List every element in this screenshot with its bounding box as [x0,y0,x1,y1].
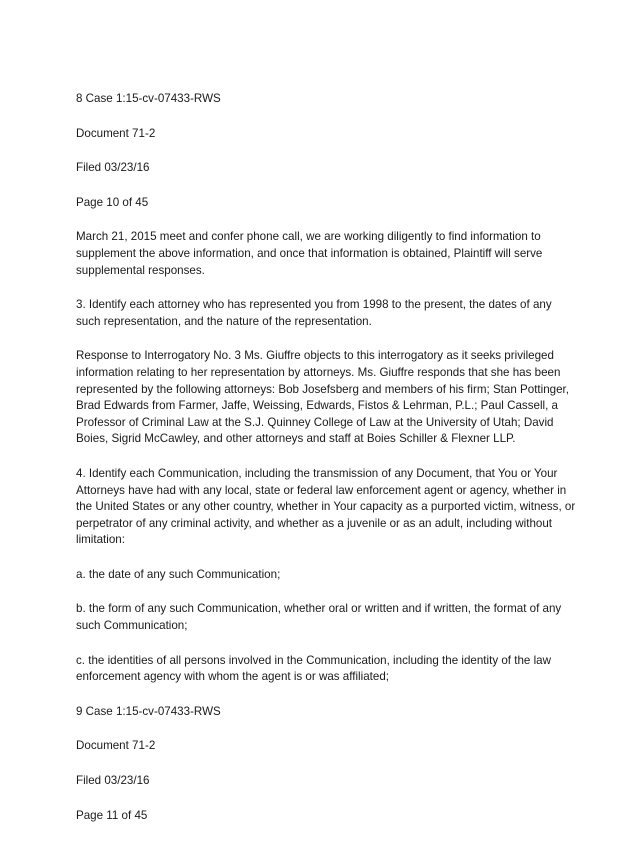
body-paragraph: March 21, 2015 meet and confer phone call, we are working diligently to find information to supplement the above information, and once that information is obtained, Plaintiff will serve supplemental responses. [76,230,543,277]
case-header: 8 Case 1:15-cv-07433-RWS [76,92,221,105]
page-number: Page 11 of 45 [76,808,148,822]
interrogatory-4: 4. Identify each Communication, including the transmission of any Document, that You or Your Attorneys have had with any local, state or federal law enforcement agent or agency, whether in the United States or any other country, whether in Your capacity as a purported victim, witness, or perpetrator of any criminal activity, and whether as a juvenile or as an adult, including without limitation: [76,466,576,547]
response-3: Response to Interrogatory No. 3 Ms. Giuffre objects to this interrogatory as it seeks privileged information relating to her representation by attorneys. Ms. Giuffre responds that she has been represented by the following attorneys: Bob Josefsberg and members of his firm; Stan Pottinger, Brad Edwards from Farmer, Jaffe, Weissing, Edwards, Fistos & Lehrman, P.L.; Paul Cassell, a Professor of Criminal Law at the S.J. Quinney College of Law at the University of Utah; David Boies, Sigrid McCawley, and other attorneys and staff at Boies Schiller & Flexner LLP. [76,349,569,446]
sub-item-a: a. the date of any such Communication; [76,567,281,581]
sub-item-b: b. the form of any such Communication, whether oral or written and if written, the format of any such Communication; [76,602,562,633]
page-number: Page 10 of 45 [76,195,149,209]
filed-date: Filed 03/23/16 [76,161,150,175]
case-header: 9 Case 1:15-cv-07433-RWS [76,704,221,718]
document-number: Document 71-2 [76,126,156,140]
interrogatory-3: 3. Identify each attorney who has represented you from 1998 to the present, the dates of any such representation, and the nature of the representation. [76,298,552,328]
document-page [76,91,576,842]
sub-item-c: c. the identities of all persons involved in the Communication, including the identity of the law enforcement agency with whom the agent is or was affiliated; [76,653,551,684]
document-number: Document 71-2 [76,739,156,753]
filed-date: Filed 03/23/16 [76,774,150,788]
